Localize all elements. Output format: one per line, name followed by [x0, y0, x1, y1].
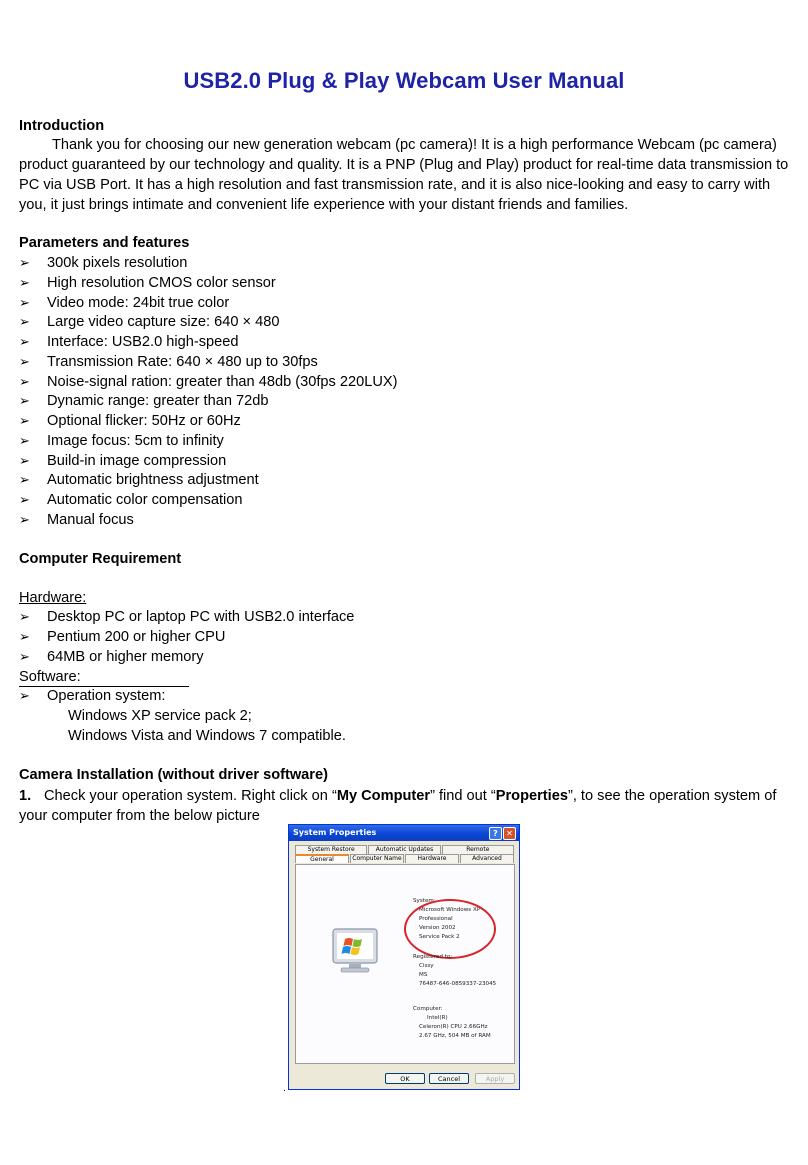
list-item: ➢ 64MB or higher memory	[19, 647, 204, 668]
list-item: ➢ Video mode: 24bit true color	[19, 293, 229, 314]
install-step-1: 1. Check your operation system. Right click on “My Computer” find out “Properties”, to see the operation system of your computer from the below picture	[19, 788, 777, 824]
highlight-circle	[404, 899, 496, 959]
arrow-bullet-icon: ➢	[19, 434, 30, 449]
tab-row-bottom	[295, 854, 515, 863]
list-item: ➢ Manual focus	[19, 510, 134, 531]
list-item: ➢ Dynamic range: greater than 72db	[19, 391, 268, 412]
help-icon[interactable]: ?	[489, 827, 502, 840]
tab-advanced[interactable]: Advanced	[460, 854, 514, 863]
tab-system-restore[interactable]: System Restore	[295, 845, 367, 854]
system-info: System: Microsoft Windows XP Professional Version 2002 Service Pack 2	[413, 898, 481, 940]
list-item: ➢ Transmission Rate: 640 × 480 up to 30fps	[19, 352, 318, 373]
list-item: ➢ Automatic color compensation	[19, 490, 243, 511]
cancel-button[interactable]: Cancel	[429, 1073, 469, 1084]
intro-text: Thank you for choosing our new generation webcam (pc camera)! It is a high performance Webcam (pc camera) product guaranteed by our technology and quality. It is a PNP (Plug and Play) product for real-time data transmission to PC via USB Port. It has a high resolution and fast transmission rate, and it is also nice-looking and easy to carry with you, it just brings intimate and convenient life experience with your distant friends and families.	[19, 137, 789, 213]
tab-computer-name[interactable]: Computer Name	[350, 854, 404, 863]
list-item: ➢ Optional flicker: 50Hz or 60Hz	[19, 411, 241, 432]
arrow-bullet-icon: ➢	[19, 276, 30, 291]
arrow-bullet-icon: ➢	[19, 315, 30, 330]
close-icon[interactable]: ✕	[503, 827, 516, 840]
arrow-bullet-icon: ➢	[19, 610, 30, 625]
apply-button[interactable]: Apply	[475, 1073, 515, 1084]
requirements-heading: Computer Requirement	[19, 551, 182, 567]
arrow-bullet-icon: ➢	[19, 355, 30, 370]
os-line-xp: Windows XP service pack 2;	[68, 708, 252, 724]
list-item: ➢ High resolution CMOS color sensor	[19, 273, 276, 294]
system-properties-dialog	[288, 824, 520, 1090]
manual-title: USB2.0 Plug & Play Webcam User Manual	[183, 68, 625, 93]
intro-heading: Introduction	[19, 118, 105, 134]
tab-hardware[interactable]: Hardware	[405, 854, 459, 863]
dialog-title: System Properties	[293, 828, 377, 837]
installation-heading: Camera Installation (without driver software)	[19, 767, 328, 783]
tab-automatic-updates[interactable]: Automatic Updates	[368, 845, 440, 854]
list-item: ➢ Build-in image compression	[19, 451, 226, 472]
arrow-bullet-icon: ➢	[19, 296, 30, 311]
features-heading: Parameters and features	[19, 235, 190, 251]
list-item: ➢ Operation system:	[19, 686, 165, 707]
software-label: Software:	[19, 669, 81, 685]
list-item: ➢ Interface: USB2.0 high-speed	[19, 332, 238, 353]
arrow-bullet-icon: ➢	[19, 689, 30, 704]
list-item: ➢ 300k pixels resolution	[19, 253, 187, 274]
hardware-label: Hardware:	[19, 590, 87, 606]
os-line-vista: Windows Vista and Windows 7 compatible.	[68, 728, 346, 744]
list-item: ➢ Noise-signal ration: greater than 48db (30fps 220LUX)	[19, 372, 397, 393]
arrow-bullet-icon: ➢	[19, 414, 30, 429]
arrow-bullet-icon: ➢	[19, 650, 30, 665]
arrow-bullet-icon: ➢	[19, 335, 30, 350]
windows-monitor-icon	[331, 927, 381, 975]
tab-general[interactable]: General	[295, 854, 349, 863]
arrow-bullet-icon: ➢	[19, 630, 30, 645]
tab-row-top	[295, 845, 515, 854]
computer-info: Computer: Intel(R) Celeron(R) CPU 2.66GHz 2.67 GHz, 504 MB of RAM	[413, 1006, 491, 1039]
ok-button[interactable]: OK	[385, 1073, 425, 1084]
arrow-bullet-icon: ➢	[19, 513, 30, 528]
arrow-bullet-icon: ➢	[19, 394, 30, 409]
list-item: ➢ Automatic brightness adjustment	[19, 470, 259, 491]
arrow-bullet-icon: ➢	[19, 375, 30, 390]
arrow-bullet-icon: ➢	[19, 454, 30, 469]
arrow-bullet-icon: ➢	[19, 473, 30, 488]
registered-info: Registered to: Cissy MS 76487-646-0859337-23045	[413, 954, 497, 987]
tab-remote[interactable]: Remote	[442, 845, 514, 854]
dialog-titlebar	[289, 825, 519, 841]
list-item: ➢ Image focus: 5cm to infinity	[19, 431, 224, 452]
arrow-bullet-icon: ➢	[19, 493, 30, 508]
list-item: ➢ Large video capture size: 640 × 480	[19, 312, 279, 333]
intro-paragraph	[19, 135, 799, 215]
list-item: ➢ Pentium 200 or higher CPU	[19, 627, 225, 648]
trailing-dot: .	[283, 1083, 286, 1094]
list-item: ➢ Desktop PC or laptop PC with USB2.0 interface	[19, 607, 354, 628]
general-panel	[295, 864, 515, 1064]
arrow-bullet-icon: ➢	[19, 256, 30, 271]
dialog-tabs	[295, 845, 515, 863]
